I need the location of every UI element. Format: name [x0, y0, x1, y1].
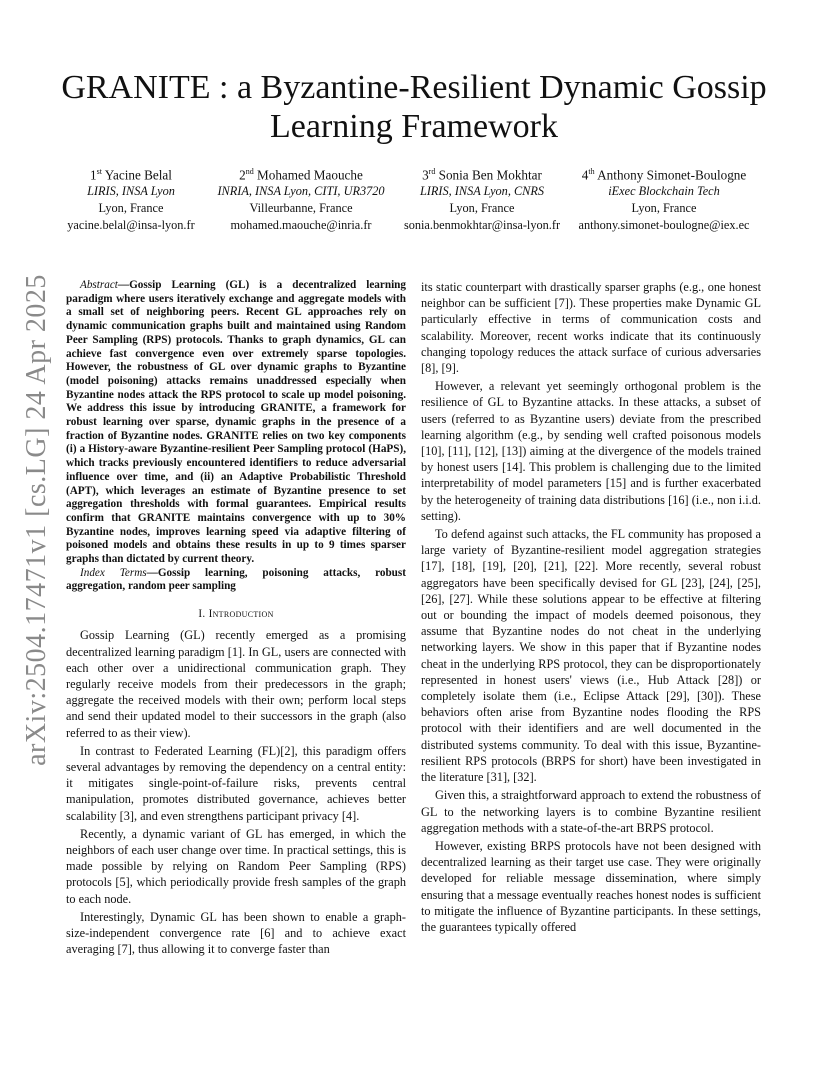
body-paragraph: its static counterpart with drastically sparser graphs (e.g., one honest neighbor can be sufficient [7]). These properties make Dynamic GL particularly effective in terms of communication costs and scalability. Moreover, recent works indicate that its continuously changing topology reduces the attack surface of curious adversaries [8], [9].: [421, 280, 761, 376]
author-name-line: 4th Anthony Simonet-Boulogne: [581, 167, 747, 183]
author-block: [396, 163, 568, 234]
right-column: [421, 279, 761, 935]
index-terms: [66, 567, 406, 594]
author-location: Villeurbanne, France: [249, 201, 353, 216]
author-name-line: 3rd Sonia Ben Mokhtar: [422, 167, 542, 183]
body-paragraph: Interestingly, Dynamic GL has been shown to enable a graph-size-independent convergence rate [6] and to achieve exact averaging [7], thus allowing it to converge faster than: [66, 909, 406, 957]
author-block: [206, 163, 396, 234]
abstract: [66, 279, 406, 567]
left-column: [66, 279, 406, 957]
author-affiliation: LIRIS, INSA Lyon: [87, 184, 175, 199]
arxiv-side-stamp: [14, 270, 60, 770]
author-block: [566, 163, 762, 234]
body-paragraph: Gossip Learning (GL) recently emerged as a promising decentralized learning paradigm [1]. In GL, users are connected with each other over a unidirectional communication graph. They regularly receive models from their predecessors in the graph; aggregate the received models with their own; perform local steps and send their updated model to their successors in the graph (also referred to as their view).: [66, 628, 406, 740]
author-email: sonia.benmokhtar@insa-lyon.fr: [403, 218, 561, 233]
author-location: Lyon, France: [98, 201, 164, 216]
author-name-line: 2nd Mohamed Maouche: [239, 167, 363, 183]
abstract-text: —Gossip Learning (GL) is a decentralized learning paradigm where users iteratively exchange and aggregate models with a small set of neighboring peers. Recent GL approaches rely on dynamic communication graphs built and maintained using Random Peer Sampling (RPS) protocols. Thanks to graph dynamics, GL can achieve fast convergence even over extremely sparse topologies. However, the robustness of GL over dynamic graphs to Byzantine (model poisoning) attacks remains unaddressed especially when Byzantine nodes attack the RPS protocol to scale up model poisoning. We address this issue by introducing GRANITE, a framework for robust learning over sparse, dynamic graphs in the presence of a fraction of Byzantine nodes. GRANITE relies on two key components (i) a History-aware Byzantine-resilient Peer Sampling protocol (HaPS), which tracks previously encountered identifiers to reduce adversarial influence over time, and (ii) an Adaptive Probabilistic Threshold (APT), which leverages an estimate of Byzantine presence to set aggregation thresholds with formal guarantees. Empirical results confirm that GRANITE maintains convergence with up to 30% Byzantine nodes, improves learning speed via adaptive filtering of poisoned models and obtains these results in up to 9 times sparser graphs than dictated by current theory.: [66, 279, 406, 566]
index-terms-lead: Index Terms: [80, 566, 147, 579]
section-heading: I. Introduction: [198, 608, 274, 621]
author-location: Lyon, France: [631, 201, 697, 216]
body-paragraph: Given this, a straightforward approach to extend the robustness of GL to the networking layers is to combine Byzantine resilient aggregation methods with a state-of-the-art BRPS protocol.: [421, 788, 761, 835]
author-location: Lyon, France: [449, 201, 515, 216]
author-affiliation: INRIA, INSA Lyon, CITI, UR3720: [217, 184, 385, 199]
body-paragraph: However, existing BRPS protocols have not been designed with decentralized learning as their target use case. They were originally developed for reliable message dissemination, where simply ensuring that a message eventually reaches honest nodes is sufficient to mitigate the influence of Byzantine participants. In these settings, the guarantees typically offered: [421, 838, 761, 934]
abstract-lead: Abstract: [80, 279, 118, 291]
author-email: mohamed.maouche@inria.fr: [230, 218, 372, 233]
body-paragraph: Recently, a dynamic variant of GL has emerged, in which the neighbors of each user change over time. In practical settings, this is made possible by relying on Random Peer Sampling (RPS) protocols [5], which periodically provide fresh samples of the graph to each node.: [66, 826, 406, 906]
author-affiliation: iExec Blockchain Tech: [608, 184, 720, 199]
body-paragraph: However, a relevant yet seemingly orthogonal problem is the resilience of GL to Byzantine attacks. In these attacks, a subset of users (referred to as Byzantine users) deviate from the prescribed learning algorithm (e.g., by sending well crafted poisonous models [10], [11], [12], [13]) aiming at the divergence of the models trained by honest users [14]. This problem is challenging due to the limited interpretability of model parameters [15] and is further exacerbated by the heterogeneity of training data distributions [16] (i.e., non i.i.d. setting).: [421, 379, 761, 523]
body-paragraph: In contrast to Federated Learning (FL)[2], this paradigm offers several advantages by removing the dependency on a central entity: it mitigates single-point-of-failure risks, prevents central manipulation, promotes distributed governance, achieves better scalability [3], and even strengthens participant privacy [4].: [66, 743, 406, 823]
author-email: anthony.simonet-boulogne@iex.ec: [578, 218, 750, 233]
author-email: yacine.belal@insa-lyon.fr: [67, 218, 195, 233]
index-terms-text: —Gossip learning, poisoning attacks, robust aggregation, random peer sampling: [66, 566, 406, 593]
author-name-line: 1st Yacine Belal: [90, 167, 172, 183]
body-paragraph: To defend against such attacks, the FL community has proposed a large variety of Byzantine-resilient model aggregation strategies [17], [18], [19], [20], [21], [22]. More recently, several robust aggregators have been specifically devised for GL [23], [24], [25], [26], [27]. While these solutions appear to be effective at filtering out or bounding the impact of models deemed poisonous, they assume that Byzantine nodes do not cheat in the underlying networking layers. We show in this paper that if Byzantine nodes cheat in the underlying RPS protocol, they can be disproportionately represented in honest users' views (i.e., Hub Attack [28]) or completely isolate them (i.e., Eclipse Attack [29], [30]). These behaviors often arise from Byzantine nodes flooding the RPS protocol with their identifiers and are well documented in the distributed systems community. To deal with this issue, Byzantine-resilient RPS protocols (BRPS for short) have been investigated in the literature [31], [32].: [421, 527, 761, 785]
paper-title: GRANITE : a Byzantine-Resilient Dynamic Gossip Learning Framework: [61, 69, 767, 145]
arxiv-stamp-text: arXiv:2504.17471v1 [cs.LG] 24 Apr 2025: [21, 274, 53, 766]
author-block: [56, 163, 206, 234]
author-affiliation: LIRIS, INSA Lyon, CNRS: [419, 184, 545, 199]
